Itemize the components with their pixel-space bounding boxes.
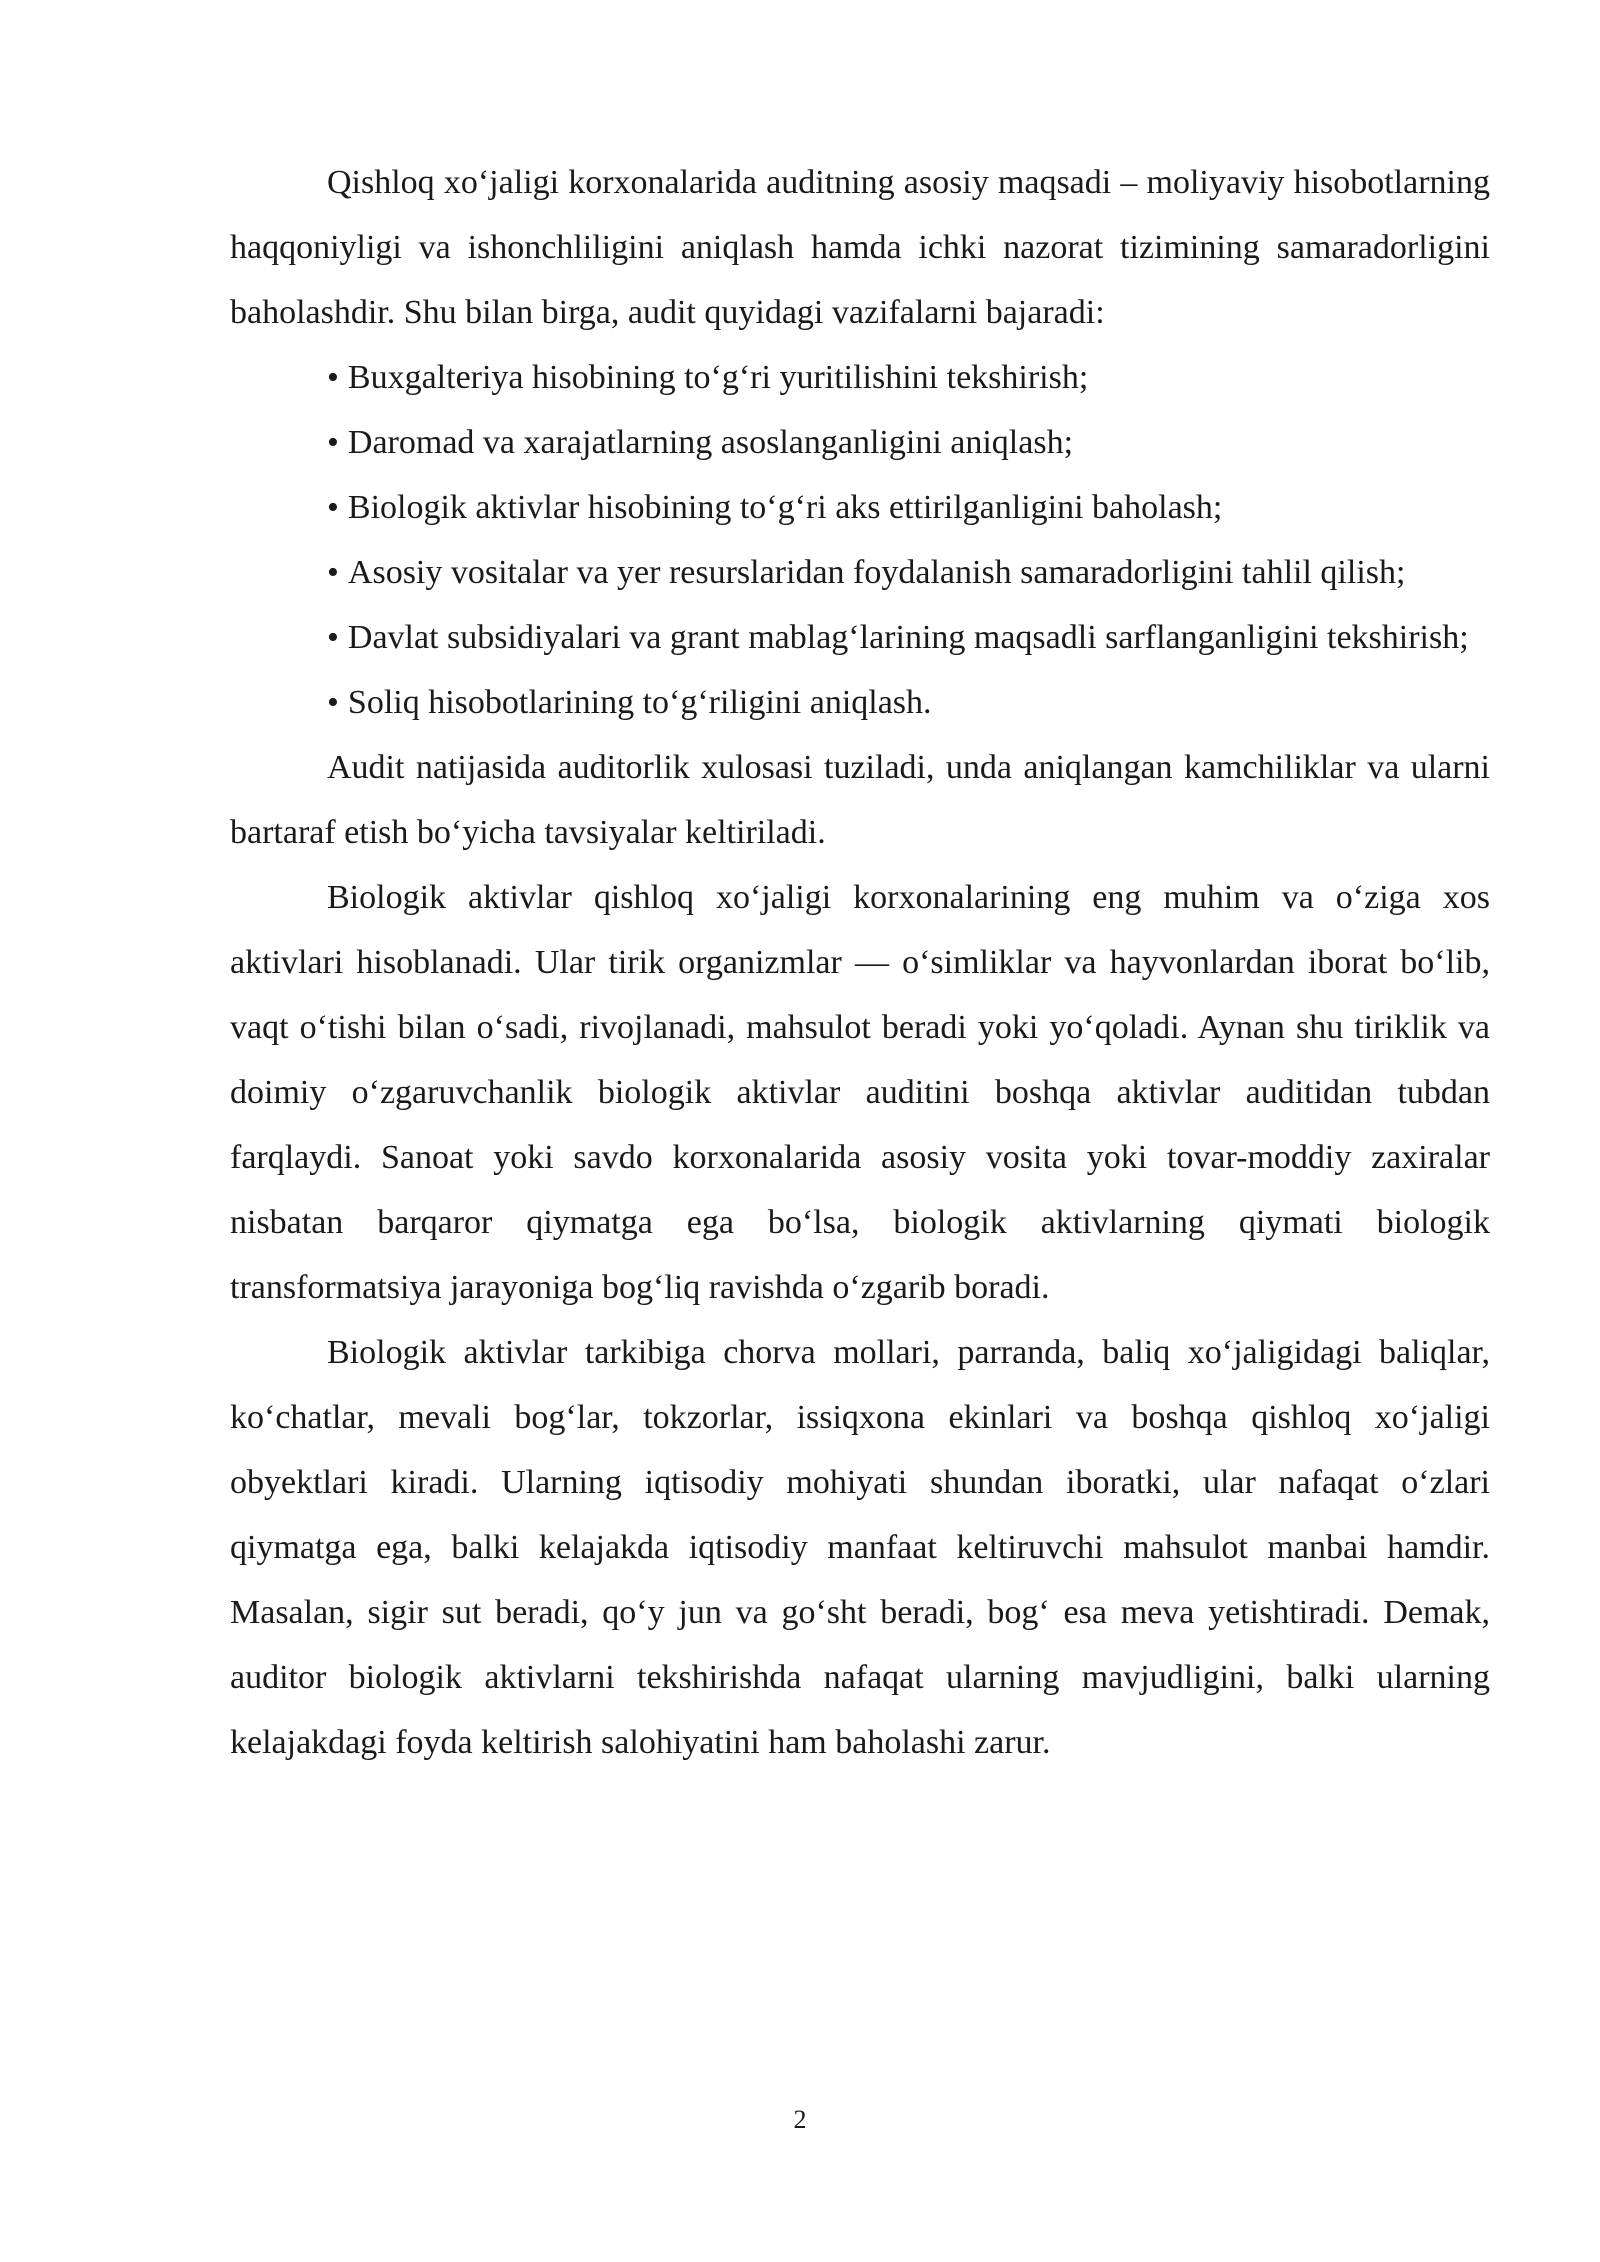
- paragraph-audit-goal: Qishloq xo‘jaligi korxonalarida auditning asosiy maqsadi – moliyaviy hisobotlarning haqqoniyligi va ishonchliligini aniqlash hamda ichki nazorat tizimining samaradorligini baholashdir. Shu bilan birga, audit quyidagi vazifalarni bajaradi:: [230, 164, 1490, 331]
- list-item: [230, 410, 1490, 475]
- bullet-icon: •: [327, 554, 339, 591]
- bullet-icon: •: [327, 619, 339, 656]
- paragraph-biological-assets-composition: Biologik aktivlar tarkibiga chorva mollari, parranda, baliq xo‘jaligidagi baliqlar, ko‘chatlar, mevali bog‘lar, tokzorlar, issiqxona ekinlari va boshqa qishloq xo‘jaligi obyektlari kiradi. Ularning iqtisodiy mohiyati shundan iboratki, ular nafaqat o‘zlari qiymatga ega, balki kelajakda iqtisodiy manfaat keltiruvchi mahsulot manbai hamdir. Masalan, sigir sut beradi, qo‘y jun va go‘sht beradi, bog‘ esa meva yetishtiradi. Demak, auditor biologik aktivlarni tekshirishda nafaqat ularning mavjudligini, balki ularning kelajakdagi foyda keltirish salohiyatini ham baholashi zarur.: [230, 1334, 1490, 1761]
- list-item-text: Asosiy vositalar va yer resurslaridan foydalanish samaradorligini tahlil qilish;: [347, 554, 1406, 591]
- paragraph-biological-assets: Biologik aktivlar qishloq xo‘jaligi korxonalarining eng muhim va o‘ziga xos aktivlari hisoblanadi. Ular tirik organizmlar — o‘simliklar va hayvonlardan iborat bo‘lib, vaqt o‘tishi bilan o‘sadi, rivojlanadi, mahsulot beradi yoki yo‘qoladi. Aynan shu tiriklik va doimiy o‘zgaruvchanlik biologik aktivlar auditini boshqa aktivlar auditidan tubdan farqlaydi. Sanoat yoki savdo korxonalarida asosiy vosita yoki tovar-moddiy zaxiralar nisbatan barqaror qiymatga ega bo‘lsa, biologik aktivlarning qiymati biologik transformatsiya jarayoniga bog‘liq ravishda o‘zgarib boradi.: [230, 879, 1490, 1306]
- audit-tasks-list: [230, 345, 1490, 735]
- list-item-text: Davlat subsidiyalari va grant mablag‘larining maqsadli sarflanganligini tekshirish;: [347, 619, 1469, 656]
- list-item: [230, 475, 1490, 540]
- list-item-text: Daromad va xarajatlarning asoslanganligini aniqlash;: [347, 424, 1074, 461]
- list-item-text: Biologik aktivlar hisobining to‘g‘ri aks ettirilganligini baholash;: [347, 489, 1223, 526]
- bullet-icon: •: [327, 489, 339, 526]
- paragraph-audit-result: Audit natijasida auditorlik xulosasi tuziladi, unda aniqlangan kamchiliklar va ularni bartaraf etish bo‘yicha tavsiyalar keltiriladi.: [230, 749, 1490, 851]
- document-page: [230, 150, 1490, 1775]
- list-item: [230, 670, 1490, 735]
- list-item-text: Soliq hisobotlarining to‘g‘riligini aniqlash.: [347, 684, 932, 721]
- bullet-icon: •: [327, 424, 339, 461]
- bullet-icon: •: [327, 359, 339, 396]
- page-number: 2: [793, 2105, 807, 2134]
- bullet-icon: •: [327, 684, 339, 721]
- list-item-text: Buxgalteriya hisobining to‘g‘ri yuritilishini tekshirish;: [347, 359, 1089, 396]
- list-item: [230, 345, 1490, 410]
- list-item: [230, 605, 1490, 670]
- list-item: [230, 540, 1490, 605]
